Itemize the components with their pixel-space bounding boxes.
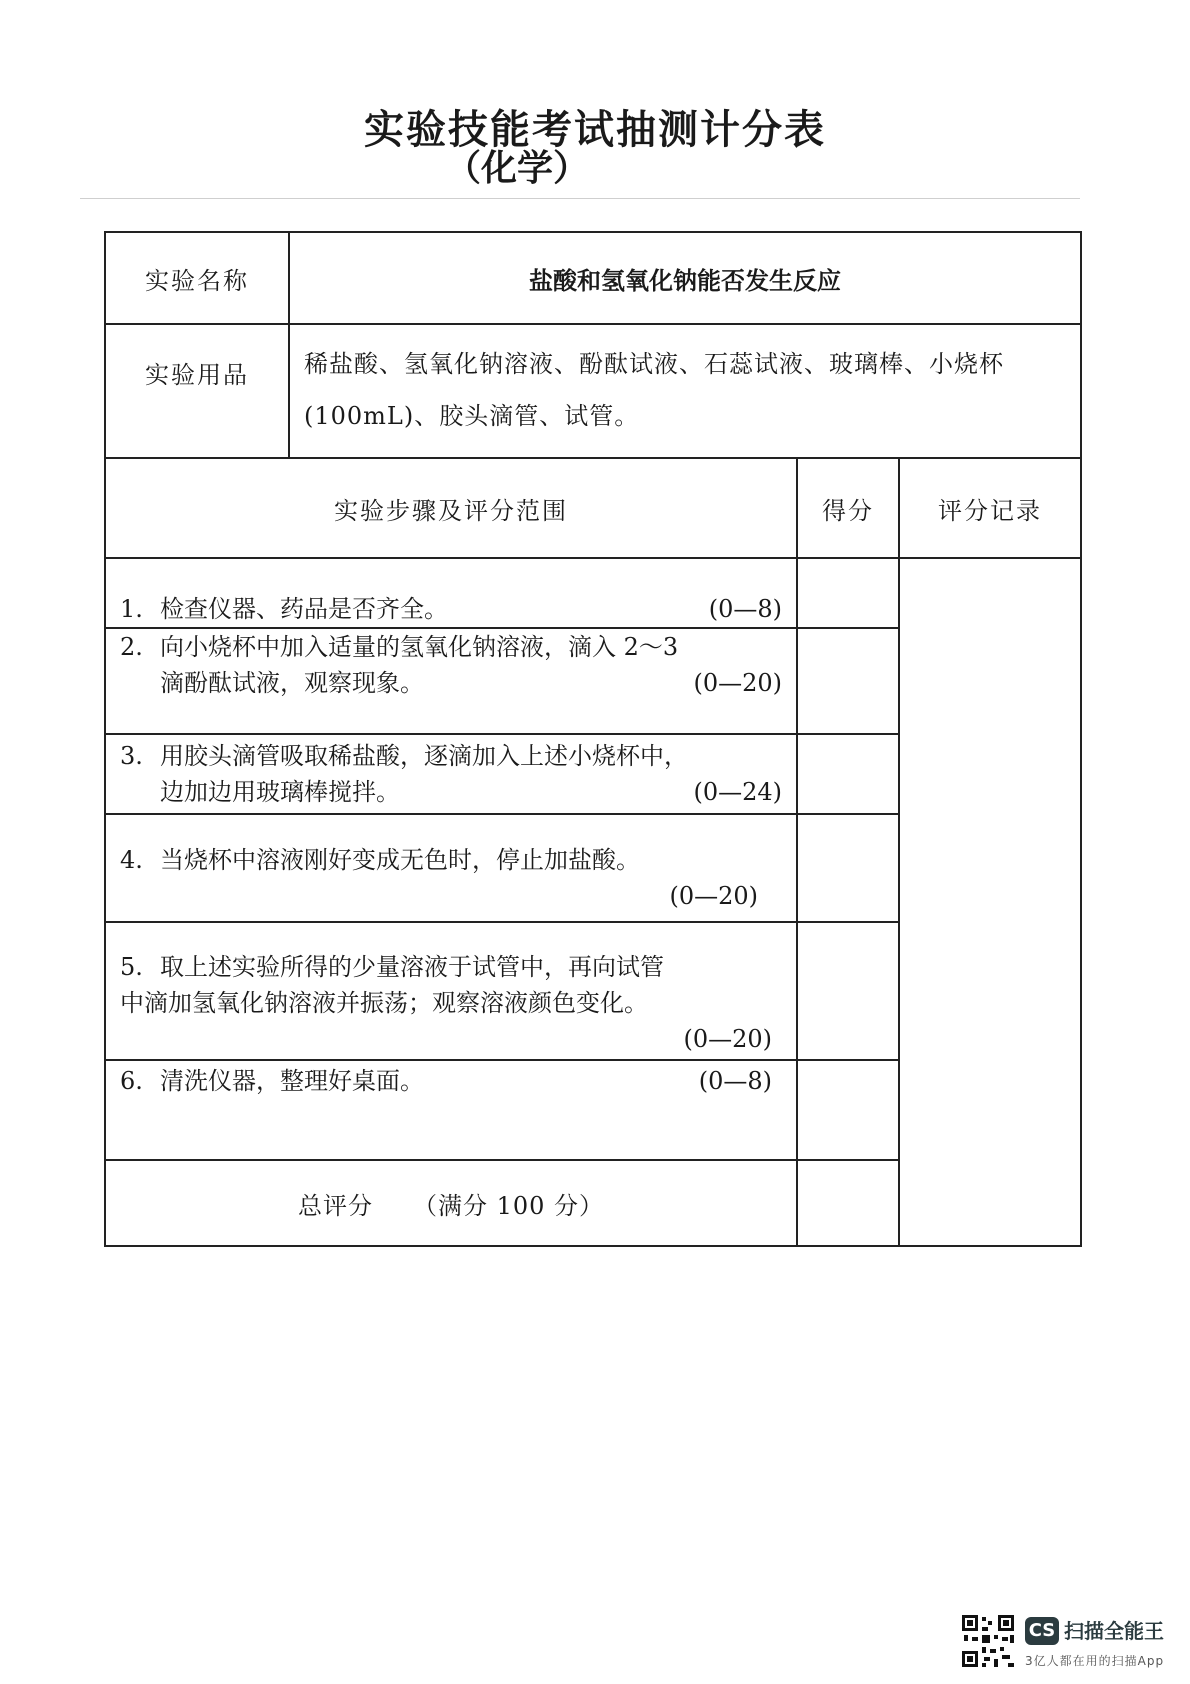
step-text-2: 中滴加氢氧化钠溶液并振荡；观察溶液颜色变化。 [120,989,648,1017]
scanner-logo: CS [1025,1617,1059,1645]
step-number: 1. [120,595,143,623]
step-text: 当烧杯中溶液刚好变成无色时，停止加盐酸。 [160,846,640,874]
supplies-value [289,324,1081,458]
step-row [105,558,1081,628]
scanner-app-name: 扫描全能王 [1064,1619,1164,1643]
step-score-cell [797,558,899,628]
step-number: 2. [120,633,143,661]
divider [80,198,1080,199]
experiment-name-value: 盐酸和氢氧化钠能否发生反应 [289,232,1081,324]
step-text-2: 滴酚酞试液，观察现象。 [160,669,424,697]
score-sheet-table [104,231,1082,1247]
step-cell [105,558,797,628]
step-cell [105,1060,797,1160]
step-cell [105,734,797,814]
supplies-line-1: 稀盐酸、氢氧化钠溶液、酚酞试液、石蕊试液、玻璃棒、小烧杯 [304,350,1004,378]
step-range: (0—8) [708,595,782,623]
step-number: 4. [120,846,143,874]
step-range: (0—8) [698,1067,772,1095]
step-number: 5. [120,953,143,981]
step-number: 6. [120,1067,143,1095]
header-steps: 实验步骤及评分范围 [105,458,797,558]
row-header [105,458,1081,558]
step-text: 清洗仪器，整理好桌面。 [160,1067,424,1095]
row-supplies [105,324,1081,458]
supplies-label: 实验用品 [105,324,289,458]
step-range: (0—20) [683,1025,772,1053]
step-text: 向小烧杯中加入适量的氢氧化钠溶液，滴入 2～3 [160,633,679,661]
experiment-name-label: 实验名称 [105,232,289,324]
step-cell [105,922,797,1060]
total-label: 总评分 [297,1191,373,1220]
total-note: （满分 100 分） [412,1191,605,1220]
step-number: 3. [120,742,143,770]
step-range: (0—24) [693,778,782,806]
step-text: 检查仪器、药品是否齐全。 [160,595,448,623]
step-text: 取上述实验所得的少量溶液于试管中，再向试管 [160,953,664,981]
record-cell [899,558,1081,1246]
document-subtitle: （化学） [445,148,590,189]
step-cell [105,814,797,922]
header-record: 评分记录 [899,458,1081,558]
step-range: (0—20) [693,669,782,697]
step-score-cell [797,814,899,922]
step-score-cell [797,734,899,814]
total-cell [105,1160,797,1246]
step-text: 用胶头滴管吸取稀盐酸，逐滴加入上述小烧杯中， [160,742,688,770]
document-title: 实验技能考试抽测计分表 [364,107,826,153]
scanner-tagline: 3亿人都在用的扫描App [1025,1654,1165,1668]
header-score: 得分 [797,458,899,558]
step-text-2: 边加边用玻璃棒搅拌。 [160,778,400,806]
row-experiment-name [105,232,1081,324]
total-score-cell [797,1160,899,1246]
step-score-cell [797,1060,899,1160]
step-cell [105,628,797,734]
step-range: (0—20) [669,882,758,910]
qr-code-icon [960,1613,1016,1669]
step-score-cell [797,922,899,1060]
step-score-cell [797,628,899,734]
supplies-line-2: (100mL)、胶头滴管、试管。 [304,402,640,430]
